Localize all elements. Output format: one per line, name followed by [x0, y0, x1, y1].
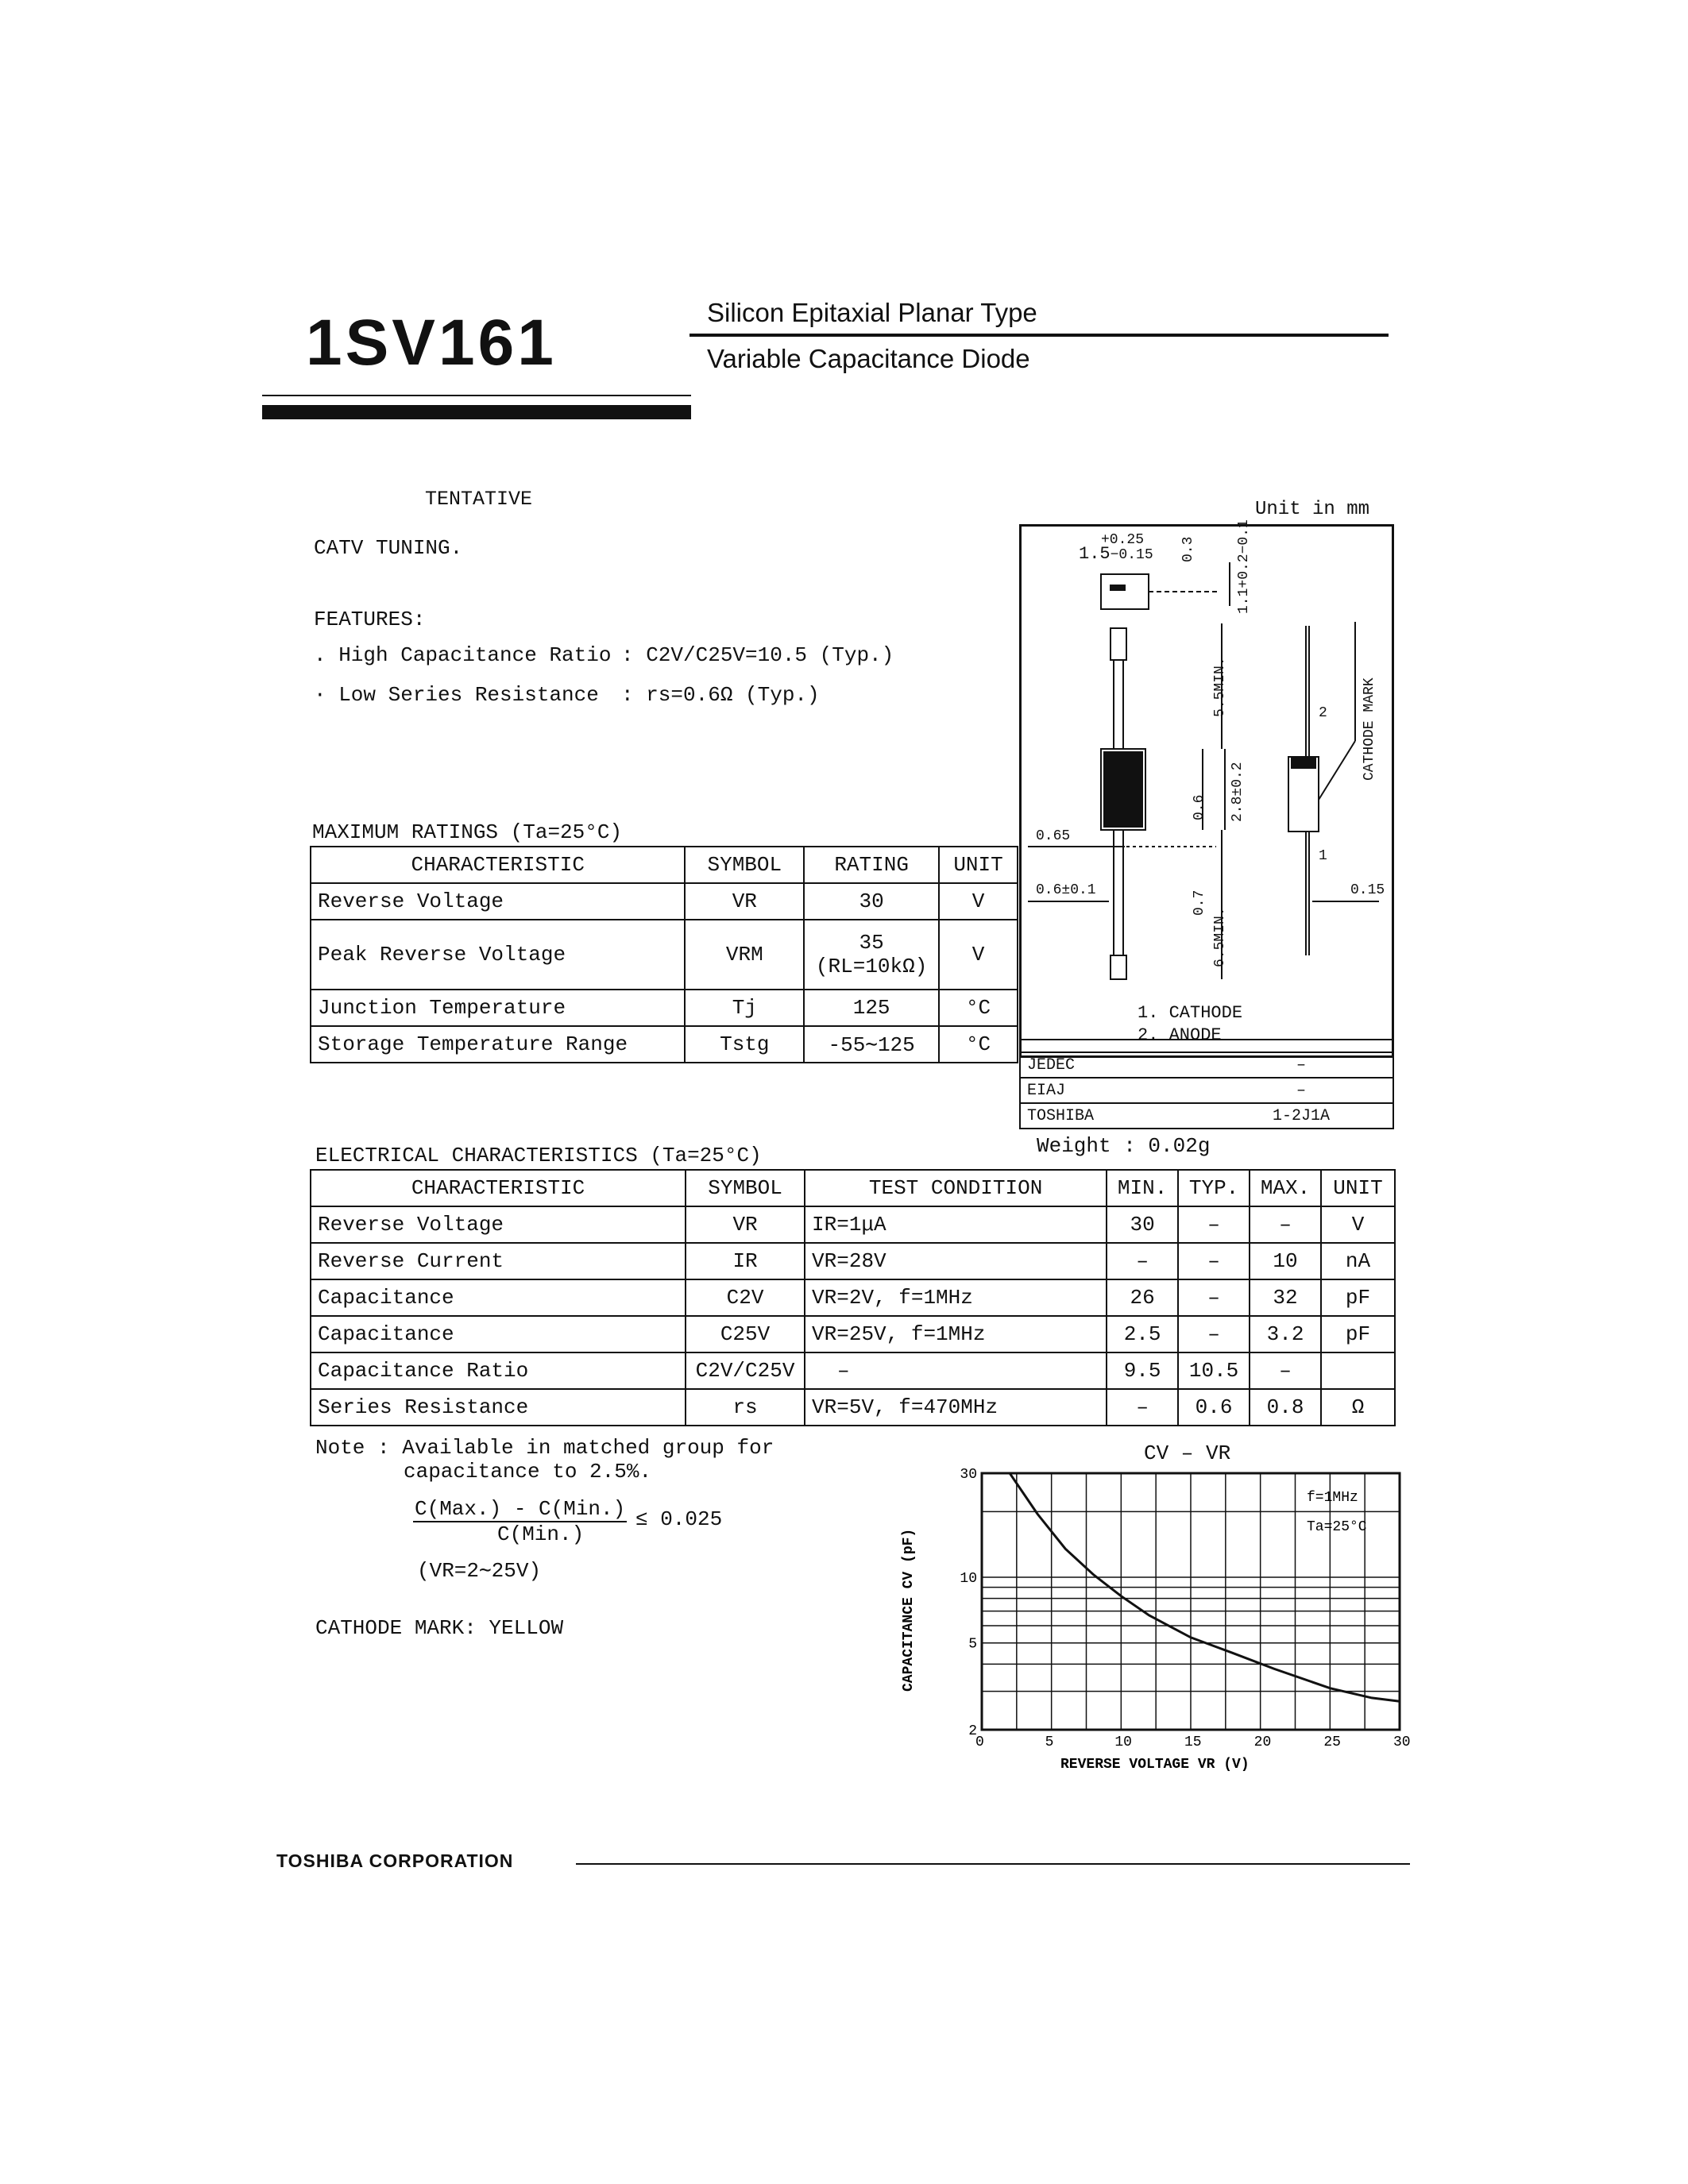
cell-characteristic: Peak Reverse Voltage: [311, 920, 685, 990]
cell-standard: EIAJ: [1020, 1078, 1210, 1103]
table-row: [311, 1352, 1395, 1389]
cell-symbol: VRM: [685, 920, 804, 990]
cell-min: –: [1107, 1243, 1178, 1279]
dim-11: 1.1: [1236, 588, 1252, 614]
cell-rating: -55∼125: [804, 1026, 939, 1063]
cell-min: 26: [1107, 1279, 1178, 1316]
dim-width-top-group: [1079, 533, 1153, 562]
header-characteristic: CHARACTERISTIC: [311, 1170, 686, 1206]
y-tick-label: 10: [960, 1571, 977, 1588]
footer-rule: [576, 1863, 1410, 1865]
cell-unit: nA: [1321, 1243, 1395, 1279]
cell-max: 0.8: [1250, 1389, 1321, 1426]
table-header-row: [311, 847, 1018, 883]
cell-condition: VR=2V, f=1MHz: [805, 1279, 1107, 1316]
cell-typ: –: [1178, 1279, 1250, 1316]
cell-characteristic: Reverse Voltage: [311, 1206, 686, 1243]
cell-symbol: IR: [686, 1243, 805, 1279]
footer-company: TOSHIBA CORPORATION: [276, 1850, 514, 1871]
dim-width-tol-plus: +0.25: [1101, 532, 1145, 548]
feature-2-label: · Low Series Resistance: [314, 683, 599, 707]
application-text: CATV TUNING.: [314, 536, 463, 560]
annotation-temp: Ta=25°C: [1307, 1519, 1367, 1535]
note-line-1: Note : Available in matched group for: [315, 1436, 774, 1460]
feature-1-value: : C2V/C25V=10.5 (Typ.): [621, 643, 894, 667]
max-ratings-title: MAXIMUM RATINGS (Ta=25°C): [312, 820, 623, 844]
features-title: FEATURES:: [314, 608, 426, 631]
cell-standard-value: –: [1210, 1078, 1393, 1103]
cell-characteristic: Capacitance: [311, 1316, 686, 1352]
cell-unit: [1321, 1352, 1395, 1389]
table-row: [311, 1243, 1395, 1279]
cell-symbol: VR: [685, 883, 804, 920]
dim-03: 0.3: [1180, 536, 1196, 562]
table-row: [311, 1279, 1395, 1316]
cathode-mark-label: CATHODE MARK: [1362, 677, 1377, 781]
cv-vr-chart: [898, 1453, 1414, 1795]
y-axis-label: CAPACITANCE CV (pF): [901, 1528, 917, 1692]
table-row: [1020, 1052, 1393, 1078]
cell-standard: TOSHIBA: [1020, 1103, 1210, 1129]
x-axis-label: REVERSE VOLTAGE VR (V): [1060, 1757, 1250, 1773]
cell-unit: Ω: [1321, 1389, 1395, 1426]
pin-1-label: 1: [1319, 848, 1327, 864]
pin-2-name: 2. ANODE: [1138, 1025, 1222, 1045]
diode-body-fill: [1104, 752, 1142, 827]
cathode-mark-leader: [1319, 741, 1355, 800]
electrical-title: ELECTRICAL CHARACTERISTICS (Ta=25°C): [315, 1144, 762, 1167]
cell-unit: V: [939, 920, 1018, 990]
cathode-mark-note: CATHODE MARK: YELLOW: [315, 1616, 564, 1640]
table-row: [1020, 1078, 1393, 1103]
dim-body-len-label: 2.8±0.2: [1230, 762, 1246, 822]
cell-characteristic: Storage Temperature Range: [311, 1026, 685, 1063]
cell-unit: °C: [939, 990, 1018, 1026]
cell-standard: JEDEC: [1020, 1052, 1210, 1078]
y-tick-label: 5: [968, 1636, 977, 1653]
chart-title: CV – VR: [1144, 1441, 1231, 1465]
cell-characteristic: Reverse Current: [311, 1243, 686, 1279]
note-line-2: capacitance to 2.5%.: [404, 1460, 652, 1484]
cell-symbol: Tj: [685, 990, 804, 1026]
y-tick-label: 30: [960, 1467, 977, 1483]
header-characteristic: CHARACTERISTIC: [311, 847, 685, 883]
dim-lead-bottom-label: 6.5MIN.: [1212, 907, 1228, 967]
cell-condition: VR=25V, f=1MHz: [805, 1316, 1107, 1352]
cell-rating: 125: [804, 990, 939, 1026]
formula-numerator: C(Max.) - C(Min.): [415, 1497, 626, 1521]
x-tick-label: 10: [1114, 1734, 1132, 1750]
cell-symbol: C25V: [686, 1316, 805, 1352]
cell-min: –: [1107, 1389, 1178, 1426]
cell-typ: –: [1178, 1206, 1250, 1243]
cell-standard-value: 1-2J1A: [1210, 1103, 1393, 1129]
header-rule: [689, 334, 1389, 337]
table-row: [311, 1026, 1018, 1063]
cell-min: 30: [1107, 1206, 1178, 1243]
electrical-table: [310, 1169, 1396, 1426]
package-outline-drawing: [1022, 527, 1392, 1055]
header-max: MAX.: [1250, 1170, 1321, 1206]
table-row: [311, 883, 1018, 920]
title-thick-bar: [262, 405, 691, 419]
pin-2-label: 2: [1319, 705, 1327, 721]
lead-bottom-end: [1111, 955, 1126, 979]
cell-unit: °C: [939, 1026, 1018, 1063]
rating-condition: (RL=10kΩ): [815, 955, 928, 978]
x-tick-label: 5: [1045, 1734, 1054, 1750]
cell-symbol: rs: [686, 1389, 805, 1426]
tentative-label: TENTATIVE: [425, 488, 533, 511]
cell-max: –: [1250, 1206, 1321, 1243]
feature-2-value: : rs=0.6Ω (Typ.): [621, 683, 820, 707]
cell-condition: –: [805, 1352, 1107, 1389]
unit-label: Unit in mm: [1255, 499, 1370, 520]
cell-characteristic: Junction Temperature: [311, 990, 685, 1026]
x-tick-label: 0: [975, 1734, 984, 1750]
cell-symbol: Tstg: [685, 1026, 804, 1063]
cell-unit: V: [1321, 1206, 1395, 1243]
cell-condition: VR=28V: [805, 1243, 1107, 1279]
cell-symbol: VR: [686, 1206, 805, 1243]
cell-min: 2.5: [1107, 1316, 1178, 1352]
chart-grid: [982, 1473, 1400, 1730]
cell-max: 10: [1250, 1243, 1321, 1279]
right-cathode-band: [1292, 757, 1315, 768]
cell-typ: 0.6: [1178, 1389, 1250, 1426]
header-symbol: SYMBOL: [686, 1170, 805, 1206]
dim-width-top: 1.5: [1079, 544, 1111, 564]
package-weight: Weight : 0.02g: [1037, 1134, 1211, 1158]
header-symbol: SYMBOL: [685, 847, 804, 883]
cell-characteristic: Capacitance: [311, 1279, 686, 1316]
table-row: [311, 990, 1018, 1026]
table-header-row: [311, 1170, 1395, 1206]
y-tick-label: 2: [968, 1723, 977, 1739]
dim-lead-065-label: 0.65: [1036, 828, 1071, 844]
cell-unit: pF: [1321, 1316, 1395, 1352]
dim-lead-top-label: 5.5MIN.: [1212, 657, 1228, 717]
dim-lead-06-label: 0.6±0.1: [1036, 882, 1096, 898]
rating-value: 35: [859, 931, 884, 955]
x-tick-label: 20: [1253, 1734, 1272, 1750]
header-unit: UNIT: [939, 847, 1018, 883]
dim-11-group: [1236, 519, 1252, 614]
dim-11-tol-plus: +0.2: [1236, 554, 1252, 588]
part-number: 1SV161: [306, 307, 557, 379]
cell-symbol: C2V/C25V: [686, 1352, 805, 1389]
cell-characteristic: Reverse Voltage: [311, 883, 685, 920]
lead-top-end: [1111, 628, 1126, 660]
cell-characteristic: Capacitance Ratio: [311, 1352, 686, 1389]
header-condition: TEST CONDITION: [805, 1170, 1107, 1206]
cell-typ: –: [1178, 1316, 1250, 1352]
title-thin-rule: [262, 395, 691, 396]
formula-condition: (VR=2∼25V): [417, 1559, 542, 1583]
cell-characteristic: Series Resistance: [311, 1389, 686, 1426]
table-row: [311, 1389, 1395, 1426]
x-tick-label: 30: [1393, 1734, 1411, 1750]
feature-1-label: . High Capacitance Ratio: [314, 643, 612, 667]
header-rating: RATING: [804, 847, 939, 883]
cell-symbol: C2V: [686, 1279, 805, 1316]
x-tick-label: 15: [1184, 1734, 1202, 1750]
body-top-view: [1101, 574, 1149, 609]
formula-relation: ≤ 0.025: [635, 1507, 723, 1531]
table-row: [1020, 1103, 1393, 1129]
type-line: Silicon Epitaxial Planar Type: [707, 298, 1037, 327]
cell-min: 9.5: [1107, 1352, 1178, 1389]
cell-standard-value: –: [1210, 1052, 1393, 1078]
cell-typ: 10.5: [1178, 1352, 1250, 1389]
header-typ: TYP.: [1178, 1170, 1250, 1206]
cell-rating: 30: [804, 883, 939, 920]
cell-condition: IR=1μA: [805, 1206, 1107, 1243]
x-tick-label: 25: [1323, 1734, 1341, 1750]
cell-rating: [804, 920, 939, 990]
cell-max: 32: [1250, 1279, 1321, 1316]
annotation-freq: f=1MHz: [1307, 1490, 1358, 1506]
table-row: [311, 920, 1018, 990]
cell-max: 3.2: [1250, 1316, 1321, 1352]
cell-typ: –: [1178, 1243, 1250, 1279]
table-row: [311, 1206, 1395, 1243]
dim-lead-015-label: 0.15: [1350, 882, 1385, 898]
header-min: MIN.: [1107, 1170, 1178, 1206]
cathode-band-top: [1111, 585, 1125, 590]
formula-denominator: C(Min.): [497, 1522, 585, 1546]
pin-1-name: 1. CATHODE: [1138, 1003, 1243, 1023]
dim-width-tol-minus: −0.15: [1110, 547, 1153, 563]
cell-unit: V: [939, 883, 1018, 920]
package-frame: [1019, 519, 1394, 1058]
dim-11-tol-minus: −0.1: [1236, 519, 1252, 554]
header-unit: UNIT: [1321, 1170, 1395, 1206]
dim-body-06-label: 0.6: [1192, 794, 1207, 820]
cell-condition: VR=5V, f=470MHz: [805, 1389, 1107, 1426]
dim-07-label: 0.7: [1192, 889, 1207, 916]
max-ratings-table: [310, 846, 1018, 1063]
cell-max: –: [1250, 1352, 1321, 1389]
device-description: Variable Capacitance Diode: [707, 344, 1030, 373]
cell-unit: pF: [1321, 1279, 1395, 1316]
standards-table: [1019, 1051, 1394, 1129]
table-row: [311, 1316, 1395, 1352]
